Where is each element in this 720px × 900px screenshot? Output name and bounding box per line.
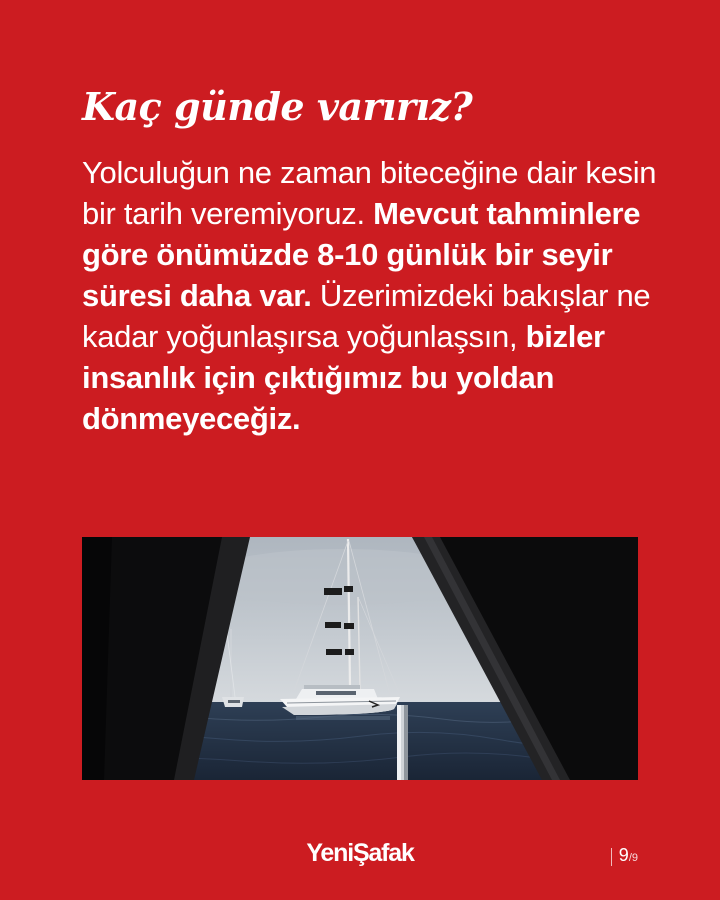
page-total: 9	[631, 852, 638, 864]
page-separator: /	[628, 852, 632, 864]
page-indicator-divider	[611, 848, 612, 866]
body-text-segment-3: Üzerimizdeki bakışlar ne kadar yoğunlaşırsa yoğunlaşsın,	[82, 278, 651, 354]
page-current: 9	[618, 845, 629, 865]
slide-title: Kaç günde varırız?	[82, 84, 473, 129]
sailboats-through-frame-photo	[82, 537, 638, 780]
sailboats-photo	[82, 537, 638, 780]
brand-logo: YeniŞafak	[306, 839, 414, 867]
page-indicator	[611, 845, 638, 868]
body-text-segment-2-bold: Mevcut tahminlere göre önümüzde 8-10 günlük bir seyir süresi daha var.	[82, 196, 641, 313]
mooring-post	[397, 705, 408, 780]
body-paragraph	[82, 152, 682, 439]
body-text-segment-4-bold: bizler insanlık için çıktığımız bu yoldan dönmeyeceğiz.	[82, 319, 605, 436]
body-text-segment-1: Yolculuğun ne zaman biteceğine dair kesin bir tarih veremiyoruz.	[82, 155, 657, 231]
